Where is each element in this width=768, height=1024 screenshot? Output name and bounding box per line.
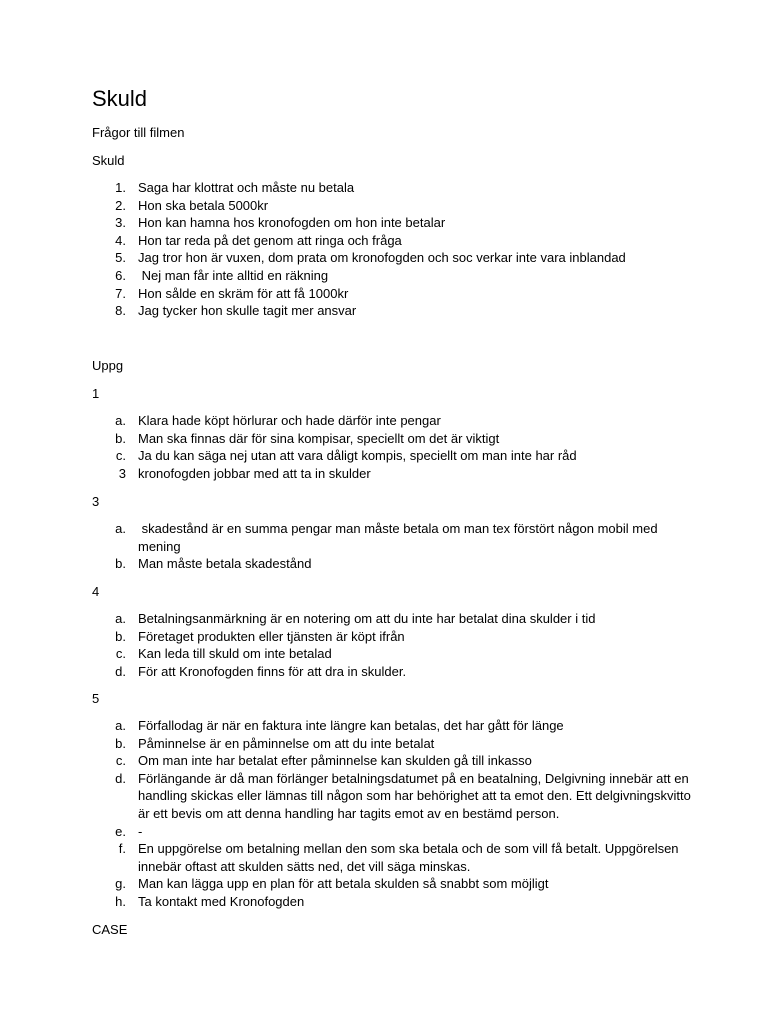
list-item-marker: c.: [115, 448, 126, 464]
list-item-marker: 5.: [115, 250, 126, 266]
list-item-text: Betalningsanmärkning är en notering om att du inte har betalat dina skulder i tid: [138, 611, 596, 626]
list-item: [92, 430, 692, 448]
list-item-marker: b.: [115, 556, 126, 572]
skuld-list: [92, 179, 692, 320]
list-item-marker: 2.: [115, 197, 126, 213]
list-item-marker: h.: [115, 893, 126, 909]
group-3-list: [92, 520, 692, 573]
section-heading-skuld: Skuld: [92, 153, 125, 168]
list-item: [92, 555, 692, 573]
subtitle: Frågor till filmen: [92, 125, 185, 140]
list-item: [92, 628, 692, 646]
document-title: Skuld: [92, 86, 148, 111]
list-item-marker: 3.: [115, 215, 126, 231]
list-item-text: Jag tycker hon skulle tagit mer ansvar: [138, 303, 357, 319]
list-item-text: Ja du kan säga nej utan att vara dåligt kompis, speciellt om man inte har råd: [138, 448, 577, 464]
list-item: [92, 875, 692, 893]
list-item-marker: 1.: [115, 180, 126, 195]
list-item-marker: a.: [115, 413, 126, 428]
list-item-text: Klara hade köpt hörlurar och hade därför inte pengar: [138, 413, 441, 428]
list-item-text: För att Kronofogden finns för att dra in skulder.: [138, 663, 407, 679]
list-item-text: -: [138, 823, 143, 839]
group-4-list: [92, 610, 692, 680]
list-item-text: Man kan lägga upp en plan för att betala skulden så snabbt som möjligt: [138, 876, 549, 892]
list-item-text: Företaget produkten eller tjänsten är köpt ifrån: [138, 628, 405, 644]
list-item-marker: d.: [115, 663, 126, 679]
list-item-text: skadestånd är en summa pengar man måste betala om man tex förstört någon mobil med mening: [138, 521, 662, 554]
list-item-text: Nej man får inte alltid en räkning: [138, 267, 329, 283]
list-item-text: Kan leda till skuld om inte betalad: [138, 646, 332, 662]
list-item-marker: b.: [115, 735, 126, 751]
list-item-marker: b.: [115, 430, 126, 446]
section-heading-case: CASE: [92, 922, 128, 937]
list-item-marker: 7.: [115, 285, 126, 301]
group-5-list: [92, 717, 695, 911]
list-item-marker: d.: [115, 770, 126, 786]
list-item-marker: f.: [118, 841, 126, 857]
list-item: [92, 179, 692, 197]
list-item-marker: a.: [115, 718, 126, 733]
group-1-list: [92, 412, 692, 482]
list-item: [92, 823, 692, 841]
list-item-text: Påminnelse är en påminnelse om att du inte betalat: [138, 735, 435, 751]
list-item-marker: a.: [115, 611, 126, 626]
list-item-text: Hon tar reda på det genom att ringa och fråga: [138, 232, 402, 248]
list-item: [92, 610, 692, 628]
group-heading-3: 3: [92, 494, 100, 509]
list-item-marker: c.: [115, 753, 126, 769]
list-item-text: Om man inte har betalat efter påminnelse kan skulden gå till inkasso: [138, 753, 532, 769]
list-item: [92, 285, 692, 303]
list-item-marker: c.: [115, 646, 126, 662]
list-item: [92, 267, 692, 285]
list-item-marker: 8.: [115, 303, 126, 319]
list-item: [92, 447, 692, 465]
section-heading-uppg: Uppg: [92, 358, 124, 373]
list-item: [92, 465, 692, 483]
list-item: [92, 717, 692, 735]
list-item-text: Hon ska betala 5000kr: [138, 197, 269, 213]
list-item-marker: a.: [115, 521, 126, 536]
group-heading-5: 5: [92, 691, 100, 706]
list-item: [92, 663, 692, 681]
group-heading-1: 1: [92, 386, 100, 401]
list-item: [92, 412, 692, 430]
list-item-text: Hon sålde en skräm för att få 1000kr: [138, 285, 349, 301]
list-item: [92, 249, 692, 267]
list-item: [92, 197, 692, 215]
list-item: [92, 752, 692, 770]
list-item-marker: b.: [115, 628, 126, 644]
list-item-marker: 6.: [115, 267, 126, 283]
list-item-text: kronofogden jobbar med att ta in skulder: [138, 465, 371, 481]
list-item: [92, 840, 692, 875]
group-heading-4: 4: [92, 584, 100, 599]
list-item-text: En uppgörelse om betalning mellan den som ska betala och de som vill få betalt. Uppgörelsen innebär oftast att skulden sätts ned, det vill säga minskas.: [138, 841, 683, 874]
list-item-text: Ta kontakt med Kronofogden: [138, 893, 305, 909]
list-item: [92, 214, 692, 232]
list-item-text: Man måste betala skadestånd: [138, 556, 312, 572]
list-item: [92, 302, 692, 320]
list-item-text: Jag tror hon är vuxen, dom prata om kronofogden och soc verkar inte vara inblandad: [138, 250, 626, 266]
list-item: [92, 893, 692, 911]
list-item-marker: 4.: [115, 232, 126, 248]
list-item: [92, 520, 692, 555]
list-item-text: Man ska finnas där för sina kompisar, speciellt om det är viktigt: [138, 430, 500, 446]
list-item-marker: 3: [118, 465, 126, 481]
list-item: [92, 770, 695, 823]
list-item-text: Saga har klottrat och måste nu betala: [138, 180, 355, 195]
list-item-text: Förlängande är då man förlänger betalningsdatumet på en beatalning, Delgivning innebär att en handling skickas eller lämnas till någon som har behörighet att ta emot den. Ett delgivningskvitto är ett bevis om att denna handling har tagits emot av en bestämd person.: [138, 770, 695, 821]
list-item: [92, 735, 692, 753]
list-item-text: Hon kan hamna hos kronofogden om hon inte betalar: [138, 215, 446, 231]
list-item: [92, 645, 692, 663]
list-item-text: Förfallodag är när en faktura inte längre kan betalas, det har gått för länge: [138, 718, 564, 733]
list-item-marker: e.: [115, 823, 126, 839]
list-item-marker: g.: [115, 876, 126, 892]
list-item: [92, 232, 692, 250]
